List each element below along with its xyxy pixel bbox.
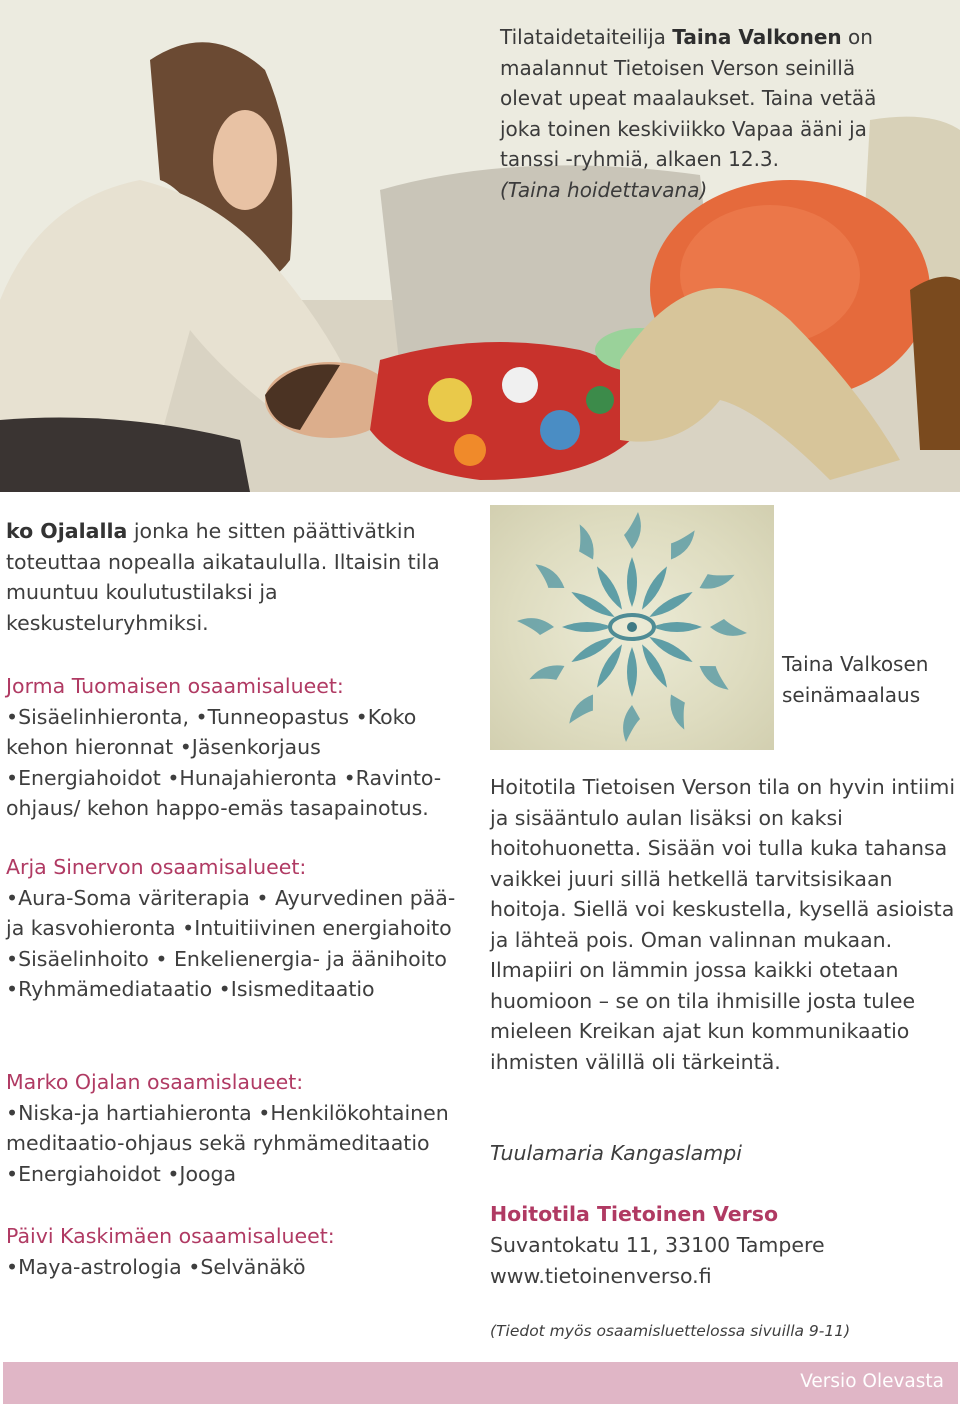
intro-paragraph: [6, 516, 466, 638]
contact-block: [490, 1199, 950, 1292]
contact-name: Hoitotila Tietoinen Verso: [490, 1202, 779, 1226]
author-name: Tuulamaria Kangaslampi: [490, 1141, 742, 1165]
description-paragraph-1: Hoitotila Tietoisen Verson tila on hyvin intiimi ja sisääntulo aulan lisäksi on kaksi hoitohuonetta. Sisään voi tulla kuka tahansa vaikkei juuri sillä hetkellä tarvitsisikaan hoitoja. Siellä voi keskustella, kysellä asioista ja lähteä pois. Oman valinnan mukaan.: [490, 775, 956, 952]
section-heading: Jorma Tuomaisen osaamisalueet:: [6, 674, 344, 698]
mural-ornament: [490, 505, 774, 750]
skills-section-marko: [6, 1067, 476, 1189]
section-heading: Marko Ojalan osaamislaueet:: [6, 1070, 304, 1094]
mural-photo: [490, 505, 774, 750]
mural-caption: Taina Valkosen seinämaalaus: [782, 652, 929, 707]
skills-section-jorma: [6, 671, 476, 824]
section-heading: Päivi Kaskimäen osaamisalueet:: [6, 1224, 335, 1248]
description-paragraph-2: Ilmapiiri on lämmin jossa kaikki otetaan huomioon – se on tila ihmisille josta tulee mieleen Kreikan ajat kun kommunikaatio ihmisten välillä oli tärkeintä.: [490, 958, 916, 1074]
footer-label: Versio Olevasta: [800, 1371, 944, 1392]
skills-section-arja: [6, 852, 476, 1005]
section-body: •Aura-Soma väriterapia • Ayurvedinen pää- ja kasvohieronta •Intuitiivinen energiahoito •Sisäelinhoito • Enkelienergia- ja äänihoito •Ryhmämediataatio •Isismeditaatio: [6, 885, 456, 1001]
treatment-photo: [0, 0, 960, 492]
intro-bold-name: ko Ojalalla: [6, 519, 128, 543]
photo-caption-note: (Taina hoidettavana): [500, 177, 708, 202]
photo-caption-text: on maalannut Tietoisen Verson seinillä olevat upeat maalaukset. Taina vetää joka toinen keskiviikko Vapaa ääni ja tanssi -ryhmiä, alkaen 12.3.: [500, 25, 877, 171]
artist-name: Taina Valkonen: [672, 25, 842, 49]
intro-text: jonka he sitten päättivätkin toteuttaa nopealla aikataululla. Iltaisin tila muuntuu koulutustilaksi ja keskusteluryhmiksi.: [6, 519, 440, 635]
section-body: •Sisäelinhieronta, •Tunneopastus •Koko kehon hieronnat •Jäsenkorjaus •Energiahoidot •Hunajahieronta •Ravinto-ohjaus/ kehon happo-emäs tasapainotus.: [6, 704, 442, 820]
description: [490, 772, 958, 1077]
section-body: •Niska-ja hartiahieronta •Henkilökohtainen meditaatio-ohjaus sekä ryhmämeditaatio •Energiahoidot •Jooga: [6, 1100, 449, 1186]
section-heading: Arja Sinervon osaamisalueet:: [6, 855, 307, 879]
photo-caption: [500, 22, 920, 205]
skills-section-paivi: [6, 1221, 476, 1282]
footnote: (Tiedot myös osaamisluettelossa sivuilla 9-11): [490, 1322, 851, 1340]
section-body: •Maya-astrologia •Selvänäkö: [6, 1254, 306, 1279]
contact-address: Suvantokatu 11, 33100 Tampere: [490, 1233, 825, 1257]
photo-caption-prefix: Tilataidetaiteilija: [500, 25, 673, 49]
footer-band: [3, 1362, 958, 1404]
contact-website[interactable]: www.tietoinenverso.fi: [490, 1264, 712, 1288]
